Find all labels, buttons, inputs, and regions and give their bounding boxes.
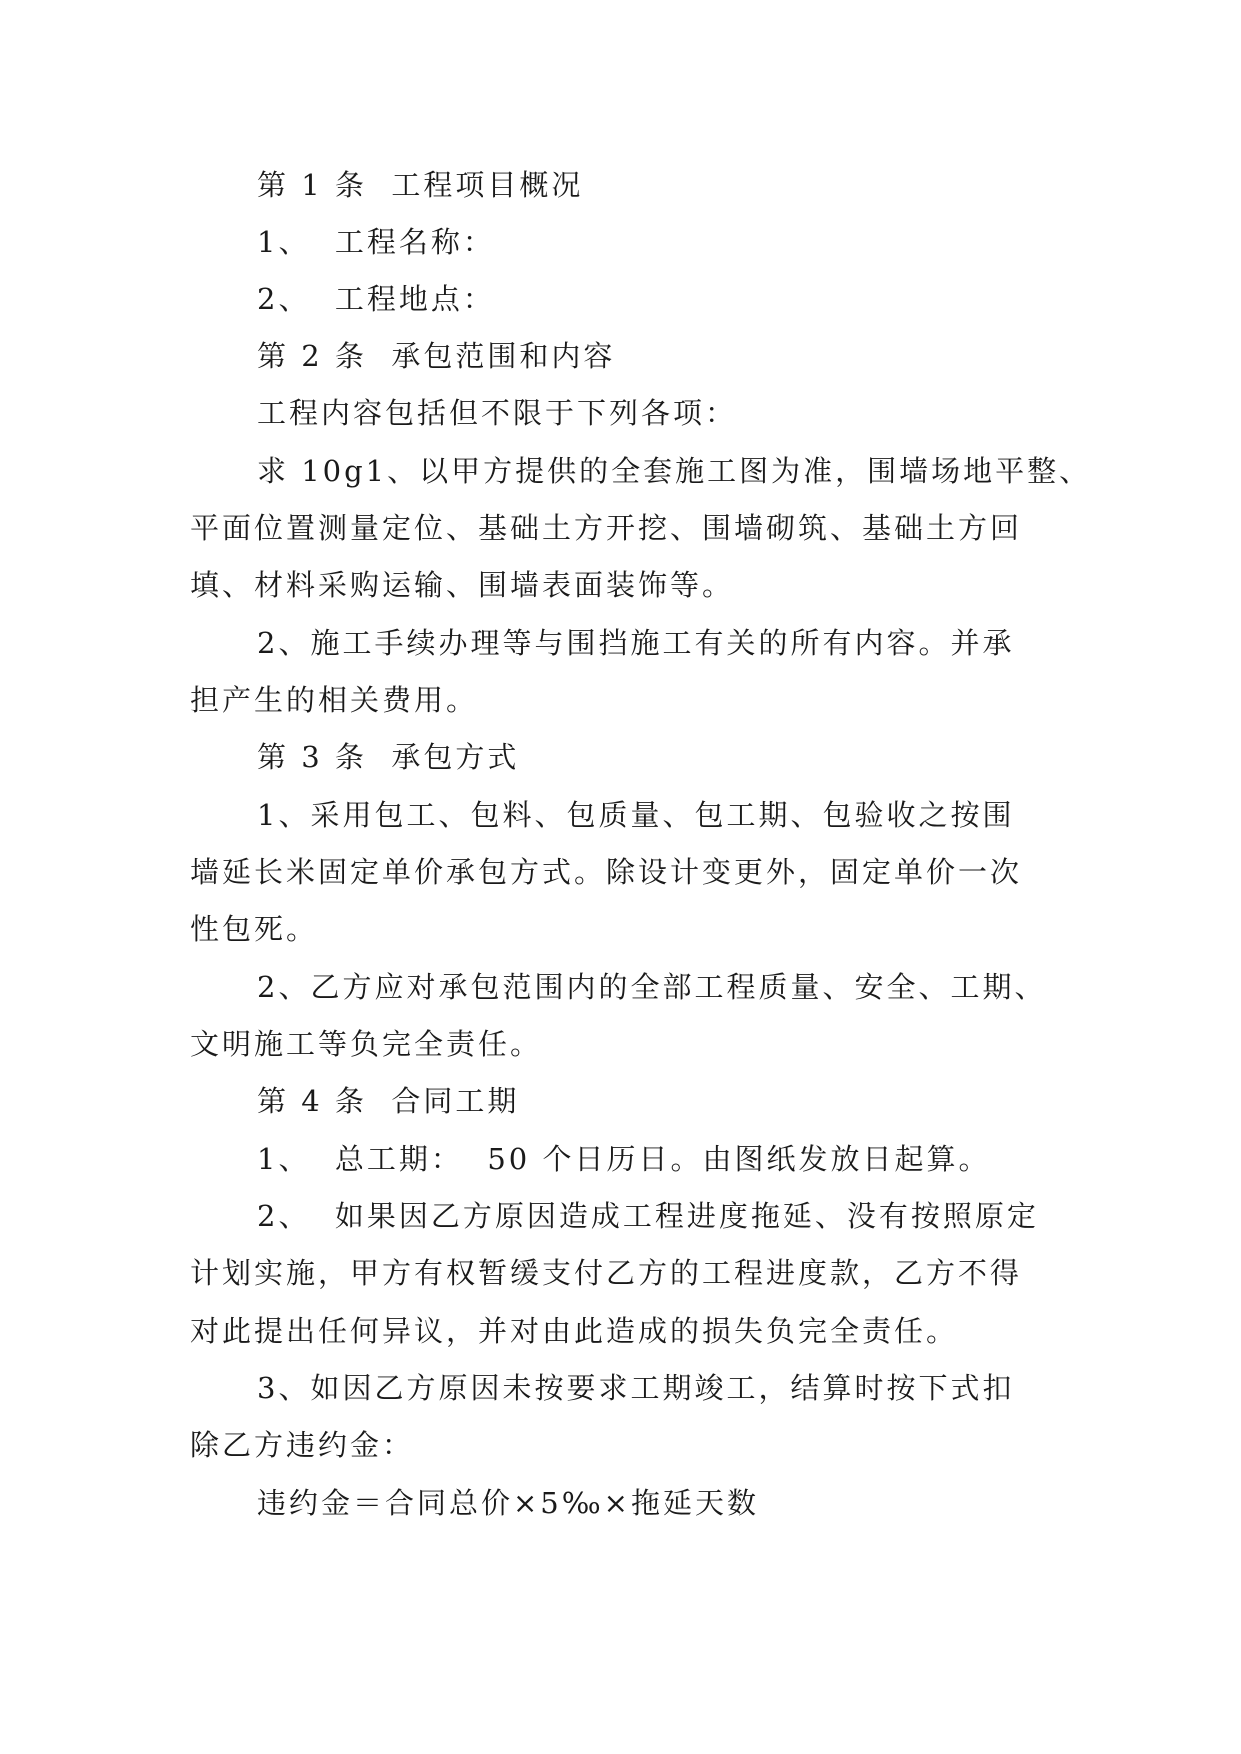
project-name-item: 1、 工程名称： (257, 225, 495, 259)
project-location-item: 2、 工程地点： (257, 282, 495, 316)
method-item-2-line-1: 2、乙方应对承包范围内的全部工程质量、安全、工期、 (257, 970, 1047, 1004)
method-item-2-line-2: 文明施工等负完全责任。 (190, 1027, 543, 1061)
method-item-1-line-2: 墙延长米固定单价承包方式。除设计变更外，固定单价一次 (190, 855, 1023, 889)
article-4-heading: 第 4 条 合同工期 (257, 1084, 520, 1118)
method-item-1-line-3: 性包死。 (190, 912, 319, 946)
duration-item-2-line-2: 计划实施，甲方有权暂缓支付乙方的工程进度款，乙方不得 (190, 1256, 1023, 1290)
article-2-heading: 第 2 条 承包范围和内容 (257, 339, 616, 373)
method-item-1-line-1: 1、采用包工、包料、包质量、包工期、包验收之按围 (257, 798, 1015, 832)
scope-item-1-line-3: 填、材料采购运输、围墙表面装饰等。 (190, 568, 735, 602)
scope-item-2-line-1: 2、施工手续办理等与围挡施工有关的所有内容。并承 (257, 626, 1015, 660)
duration-item-2-line-1: 2、 如果因乙方原因造成工程进度拖延、没有按照原定 (257, 1199, 1039, 1233)
scope-item-1-line-2: 平面位置测量定位、基础土方开挖、围墙砌筑、基础土方回 (190, 511, 1023, 545)
duration-item-1: 1、 总工期： 50 个日历日。由图纸发放日起算。 (257, 1142, 991, 1176)
scope-item-2-line-2: 担产生的相关费用。 (190, 683, 479, 717)
article-1-heading: 第 1 条 工程项目概况 (257, 168, 584, 202)
penalty-formula: 违约金＝合同总价×5‰×拖延天数 (257, 1486, 759, 1520)
duration-item-3-line-2: 除乙方违约金： (190, 1428, 415, 1462)
article-3-heading: 第 3 条 承包方式 (257, 740, 520, 774)
duration-item-2-line-3: 对此提出任何异议，并对由此造成的损失负完全责任。 (190, 1314, 959, 1348)
scope-intro: 工程内容包括但不限于下列各项： (257, 396, 738, 430)
duration-item-3-line-1: 3、如因乙方原因未按要求工期竣工，结算时按下式扣 (257, 1371, 1015, 1405)
scope-item-1-line-1: 求 10g1、以甲方提供的全套施工图为准，围墙场地平整、 (257, 454, 1092, 488)
